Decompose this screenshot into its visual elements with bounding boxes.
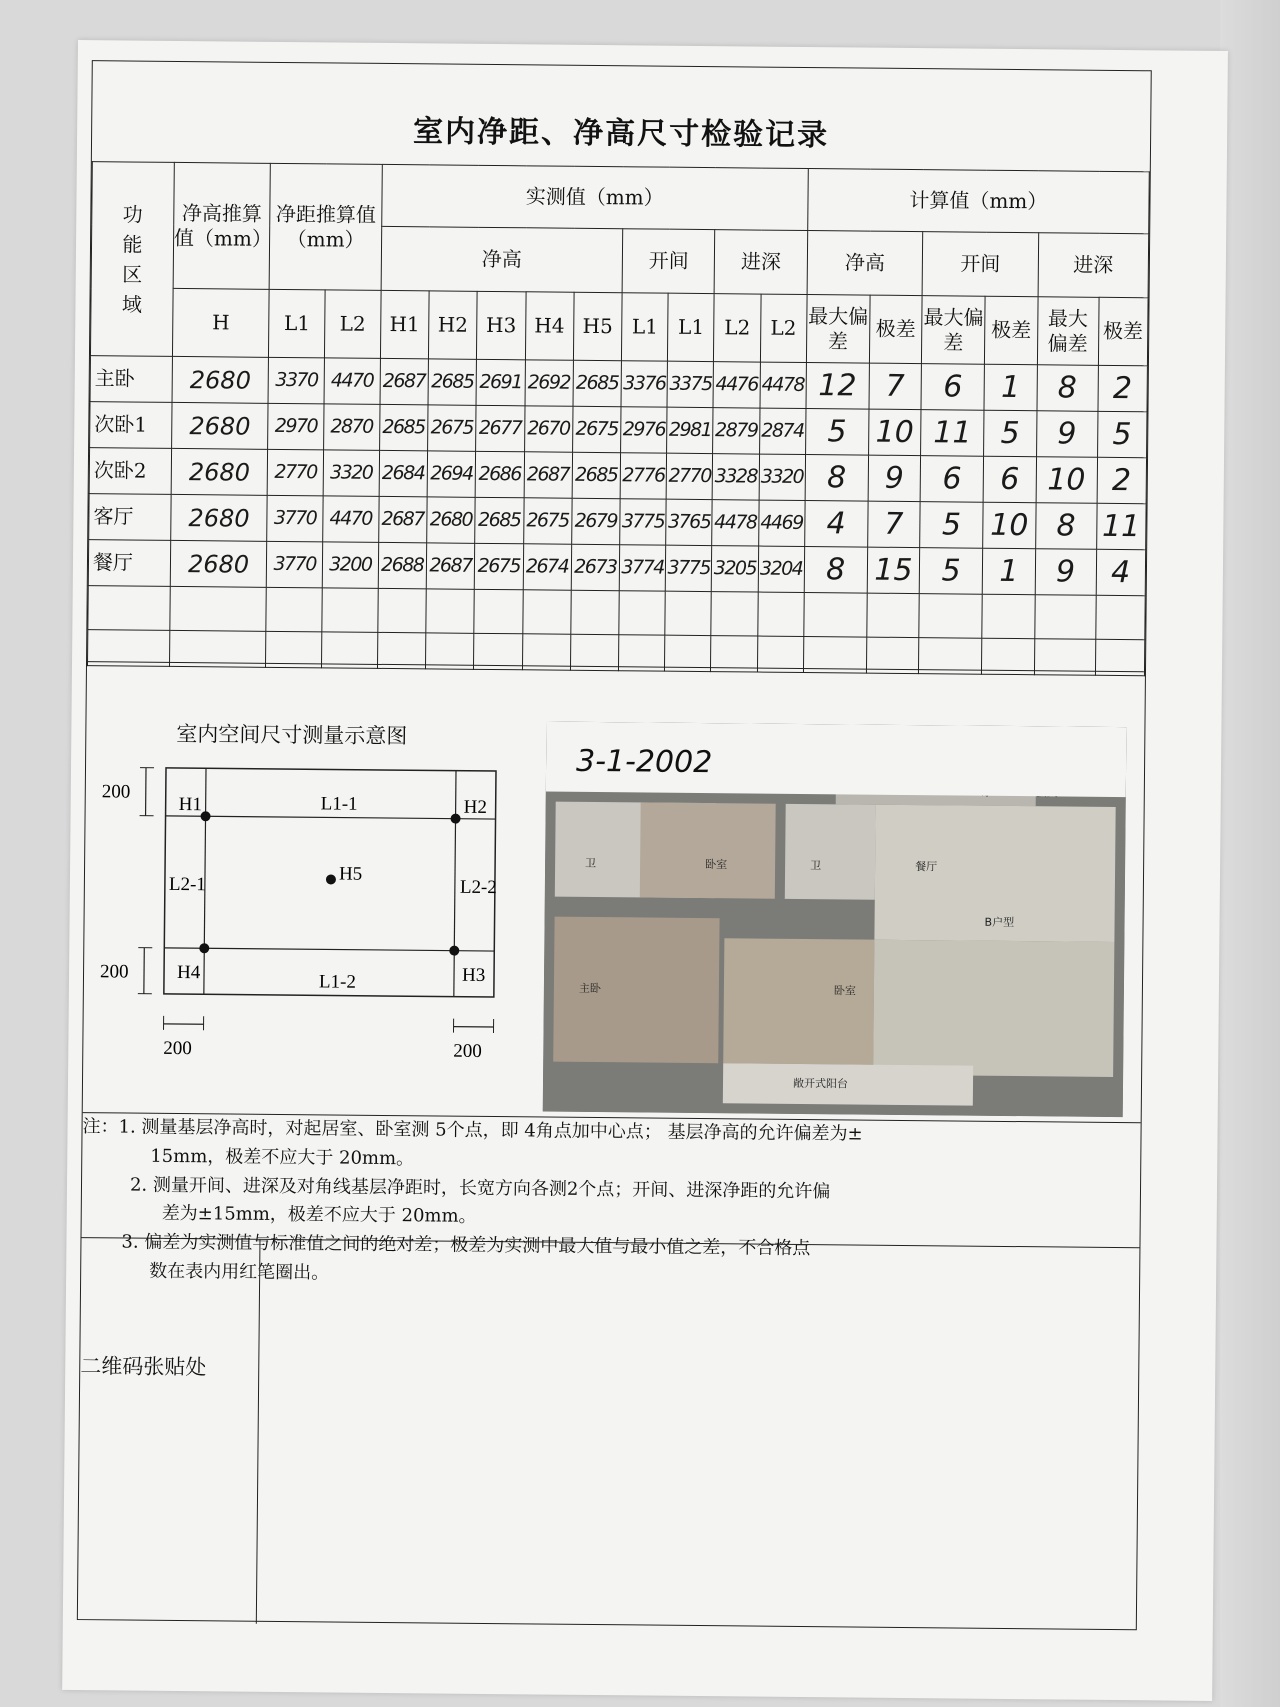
area-cell: 次卧1 xyxy=(90,402,172,449)
area-header-char: 能 xyxy=(122,231,143,257)
calc-cell: 2 xyxy=(1097,457,1147,503)
measured-cell: 2687 xyxy=(426,543,475,589)
calc-cell: 5 xyxy=(1097,411,1147,457)
measured-cell: 2675 xyxy=(572,406,621,452)
room-bedroom-1 xyxy=(640,802,776,898)
label-h1: H1 xyxy=(178,794,203,816)
inspection-table xyxy=(87,161,1150,676)
col-header: H xyxy=(172,288,269,357)
measured-cell: 2981 xyxy=(667,407,714,453)
measured-cell: 2685 xyxy=(428,359,477,405)
calc-cell: 5 xyxy=(805,409,868,456)
room-bedroom-2 xyxy=(723,938,874,1064)
plan-label-balcony: 敞开式阳台 xyxy=(792,1076,849,1091)
est-height-cell: 2680 xyxy=(171,402,268,449)
plan-label-wei2: 卫 xyxy=(810,859,822,873)
calc-cell: 5 xyxy=(919,548,982,595)
dim-label-top: 200 xyxy=(101,781,131,803)
measured-cell: 2770 xyxy=(666,453,713,499)
measured-cell: 3205 xyxy=(712,546,759,592)
area-header xyxy=(90,162,174,357)
est-height-header: 净高推算值（mm） xyxy=(173,162,271,289)
calc-cell: 10 xyxy=(983,502,1036,549)
col-header: L2 xyxy=(714,294,761,362)
measured-cell: 4476 xyxy=(713,362,760,408)
col-header: H5 xyxy=(573,292,622,360)
col-header: L1 xyxy=(668,293,715,361)
max-dev-header: 最大偏差 xyxy=(1037,297,1099,366)
measured-cell: 3775 xyxy=(620,499,667,545)
notes-prefix: 注： xyxy=(82,1116,119,1138)
label-l1-1: L1-1 xyxy=(320,793,358,815)
measured-cell: 2685 xyxy=(379,404,428,450)
calc-cell: 7 xyxy=(869,363,922,410)
calc-cell: 8 xyxy=(1035,503,1096,550)
measured-cell: 2675 xyxy=(474,543,523,589)
est-l1-cell: 3770 xyxy=(267,495,323,542)
area-cell: 客厅 xyxy=(89,494,171,541)
measured-cell: 3204 xyxy=(758,546,805,592)
measured-cell: 2976 xyxy=(621,407,668,453)
measured-cell: 2776 xyxy=(620,453,667,499)
measured-header: 实测值（mm） xyxy=(381,164,808,230)
label-l1-2: L1-2 xyxy=(318,971,357,993)
calc-cell: 11 xyxy=(921,410,984,457)
calc-cell: 1 xyxy=(982,548,1035,595)
calc-cell: 9 xyxy=(1036,411,1097,458)
calc-cell: 15 xyxy=(867,547,920,594)
calc-cell: 9 xyxy=(1035,549,1096,596)
max-dev-header: 最大偏差 xyxy=(806,295,870,364)
measured-cell: 3328 xyxy=(713,454,760,500)
measured-cell: 2684 xyxy=(379,450,428,496)
qr-label: 二维码张贴处 xyxy=(80,1354,207,1380)
calc-cell: 5 xyxy=(920,502,983,549)
range-header: 极差 xyxy=(985,296,1038,365)
label-h4: H4 xyxy=(176,961,201,984)
area-cell: 次卧2 xyxy=(89,448,171,495)
offset-line-top xyxy=(166,816,496,819)
label-l2-1: L2-1 xyxy=(168,873,206,896)
measured-cell: 2685 xyxy=(572,452,621,498)
point-h1 xyxy=(201,811,211,821)
measured-cell: 2675 xyxy=(428,405,477,451)
est-l2-cell: 4470 xyxy=(324,358,380,405)
offset-line-bottom xyxy=(164,948,494,951)
dim-label-bottom: 200 xyxy=(99,961,129,983)
calc-cell: 9 xyxy=(868,455,921,502)
col-header: L2 xyxy=(325,290,381,359)
est-l1-cell: 2770 xyxy=(268,449,324,496)
handwritten-unit-id: 3-1-2002 xyxy=(575,743,713,781)
plan-label-bed2: 卧室 xyxy=(833,984,856,998)
area-cell: 餐厅 xyxy=(88,540,170,587)
label-h2: H2 xyxy=(463,796,487,818)
calc-cell: 12 xyxy=(806,363,869,410)
calc-cell: 4 xyxy=(804,500,867,547)
col-header: H4 xyxy=(525,292,574,360)
measured-cell: 2670 xyxy=(524,406,573,452)
note-1a: 1. 测量基层净高时，对起居室、卧室测 5个点，即 4角点加中心点； 基层净高的允许偏差为± xyxy=(118,1116,863,1145)
measured-cell: 2675 xyxy=(523,498,572,544)
measured-cell: 2692 xyxy=(525,360,574,406)
est-l2-cell: 4470 xyxy=(323,496,379,543)
calc-bay-header: 开间 xyxy=(922,232,1038,297)
measured-cell: 2674 xyxy=(523,544,572,590)
calc-cell: 1 xyxy=(984,364,1037,411)
note-2a: 2. 测量开间、进深及对角线基层净距时，长宽方向各测2个点；开间、进深净距的允许偏 xyxy=(129,1174,831,1202)
measurement-diagram xyxy=(93,757,536,1081)
point-h3 xyxy=(449,946,459,956)
max-dev-header: 最大偏差 xyxy=(922,296,986,365)
measured-cell: 3375 xyxy=(667,361,714,407)
measured-cell: 2691 xyxy=(476,359,525,405)
col-header: L1 xyxy=(269,289,325,358)
measured-cell: 4469 xyxy=(758,500,805,546)
note-3b: 数在表内用红笔圈出。 xyxy=(149,1260,330,1284)
est-height-cell: 2680 xyxy=(170,540,267,587)
note-2b: 差为±15mm，极差不应大于 20mm。 xyxy=(161,1203,477,1228)
plan-label-type: B户型 xyxy=(984,915,1015,930)
label-h3: H3 xyxy=(461,964,486,986)
range-header: 极差 xyxy=(869,295,922,364)
est-l2-cell: 3320 xyxy=(323,450,379,497)
area-header-char: 功 xyxy=(122,201,143,227)
floor-plan-photo xyxy=(543,722,1127,1118)
diagram-section xyxy=(83,661,1145,1123)
qr-divider xyxy=(256,1240,261,1624)
est-height-cell: 2680 xyxy=(171,494,268,541)
measured-cell: 3775 xyxy=(665,545,712,591)
est-height-cell: 2680 xyxy=(172,356,269,403)
point-h2 xyxy=(450,814,460,824)
measured-cell: 2673 xyxy=(571,544,620,590)
plan-label-bed1: 卧室 xyxy=(705,858,728,872)
inspection-sheet xyxy=(62,40,1228,1701)
room-living xyxy=(873,940,1114,1077)
measured-cell: 2685 xyxy=(475,497,524,543)
measured-cell: 2687 xyxy=(380,358,429,404)
calc-cell: 8 xyxy=(1037,365,1098,412)
paper-edge xyxy=(1220,0,1280,1707)
calc-cell: 4 xyxy=(1096,549,1146,595)
calc-cell: 7 xyxy=(867,501,920,548)
plan-label-wei1: 卫 xyxy=(585,856,597,871)
measured-cell: 2687 xyxy=(378,496,427,542)
calc-cell: 10 xyxy=(1036,457,1097,504)
calc-cell: 5 xyxy=(984,410,1037,457)
table-body xyxy=(88,356,1147,596)
measured-cell: 3765 xyxy=(666,499,713,545)
point-h4 xyxy=(199,943,209,953)
calc-cell: 8 xyxy=(805,455,868,502)
diagram-title: 室内空间尺寸测量示意图 xyxy=(176,721,408,749)
calculated-header: 计算值（mm） xyxy=(807,169,1149,234)
dim-label-left: 200 xyxy=(163,1037,192,1060)
point-h5 xyxy=(326,874,336,884)
measured-net-height-header: 净高 xyxy=(381,226,623,292)
plan-label-master: 主卧 xyxy=(578,981,601,996)
area-header-char: 域 xyxy=(121,291,143,317)
measured-cell: 2694 xyxy=(427,451,476,497)
measured-cell: 2879 xyxy=(713,408,760,454)
est-clear-header: 净距推算值（mm） xyxy=(270,163,382,290)
dim-label-right: 200 xyxy=(453,1040,482,1062)
est-l2-cell: 2870 xyxy=(324,404,380,451)
col-header: L1 xyxy=(622,293,669,361)
col-header: H2 xyxy=(428,291,477,359)
measured-cell: 2677 xyxy=(476,405,525,451)
area-header-char: 区 xyxy=(122,261,143,287)
calc-depth-header: 进深 xyxy=(1038,233,1149,298)
document-title: 室内净距、净高尺寸检验记录 xyxy=(412,114,830,154)
room-bath-2 xyxy=(785,804,876,900)
calc-cell: 6 xyxy=(920,456,983,503)
measured-cell: 2874 xyxy=(759,408,806,454)
col-header: H3 xyxy=(477,291,526,359)
est-height-cell: 2680 xyxy=(171,448,268,495)
calc-cell: 10 xyxy=(868,409,921,456)
measured-cell: 2688 xyxy=(378,542,427,588)
label-h5: H5 xyxy=(338,863,363,885)
measured-cell: 3376 xyxy=(621,361,668,407)
measured-cell: 2686 xyxy=(475,451,524,497)
measured-depth-header: 进深 xyxy=(715,230,808,295)
measured-cell: 3320 xyxy=(759,454,806,500)
col-header: H1 xyxy=(380,290,429,358)
est-l1-cell: 3770 xyxy=(267,541,323,588)
measured-cell: 2680 xyxy=(427,497,476,543)
est-l1-cell: 3370 xyxy=(268,357,324,404)
qr-section xyxy=(78,1237,1140,1632)
note-1b: 15mm，极差不应大于 20mm。 xyxy=(150,1145,415,1170)
calc-net-height-header: 净高 xyxy=(807,231,923,296)
est-l1-cell: 2970 xyxy=(268,403,324,450)
measured-cell: 4478 xyxy=(760,362,807,408)
note-3a: 3. 偏差为实测值与标准值之间的绝对差；极差为实测中最大值与最小值之差，不合格点 xyxy=(121,1231,811,1260)
calc-cell: 6 xyxy=(983,456,1036,503)
calc-cell: 11 xyxy=(1096,503,1146,549)
measured-cell: 2687 xyxy=(524,452,573,498)
measured-cell: 3774 xyxy=(619,545,666,591)
measured-cell: 4478 xyxy=(712,500,759,546)
est-l2-cell: 3200 xyxy=(322,542,378,589)
col-header: L2 xyxy=(760,294,807,362)
calc-cell: 8 xyxy=(804,546,867,593)
measured-bay-header: 开间 xyxy=(622,229,715,294)
area-cell: 主卧 xyxy=(90,356,172,403)
label-l2-2: L2-2 xyxy=(459,876,497,899)
calc-cell: 6 xyxy=(921,364,984,411)
plan-label-dining: 餐厅 xyxy=(915,860,938,874)
measured-cell: 2685 xyxy=(573,360,622,406)
range-header: 极差 xyxy=(1098,297,1148,365)
offset-line-right xyxy=(454,771,456,997)
measured-cell: 2679 xyxy=(571,498,620,544)
sheet-frame xyxy=(77,60,1152,1630)
calc-cell: 2 xyxy=(1097,365,1147,411)
